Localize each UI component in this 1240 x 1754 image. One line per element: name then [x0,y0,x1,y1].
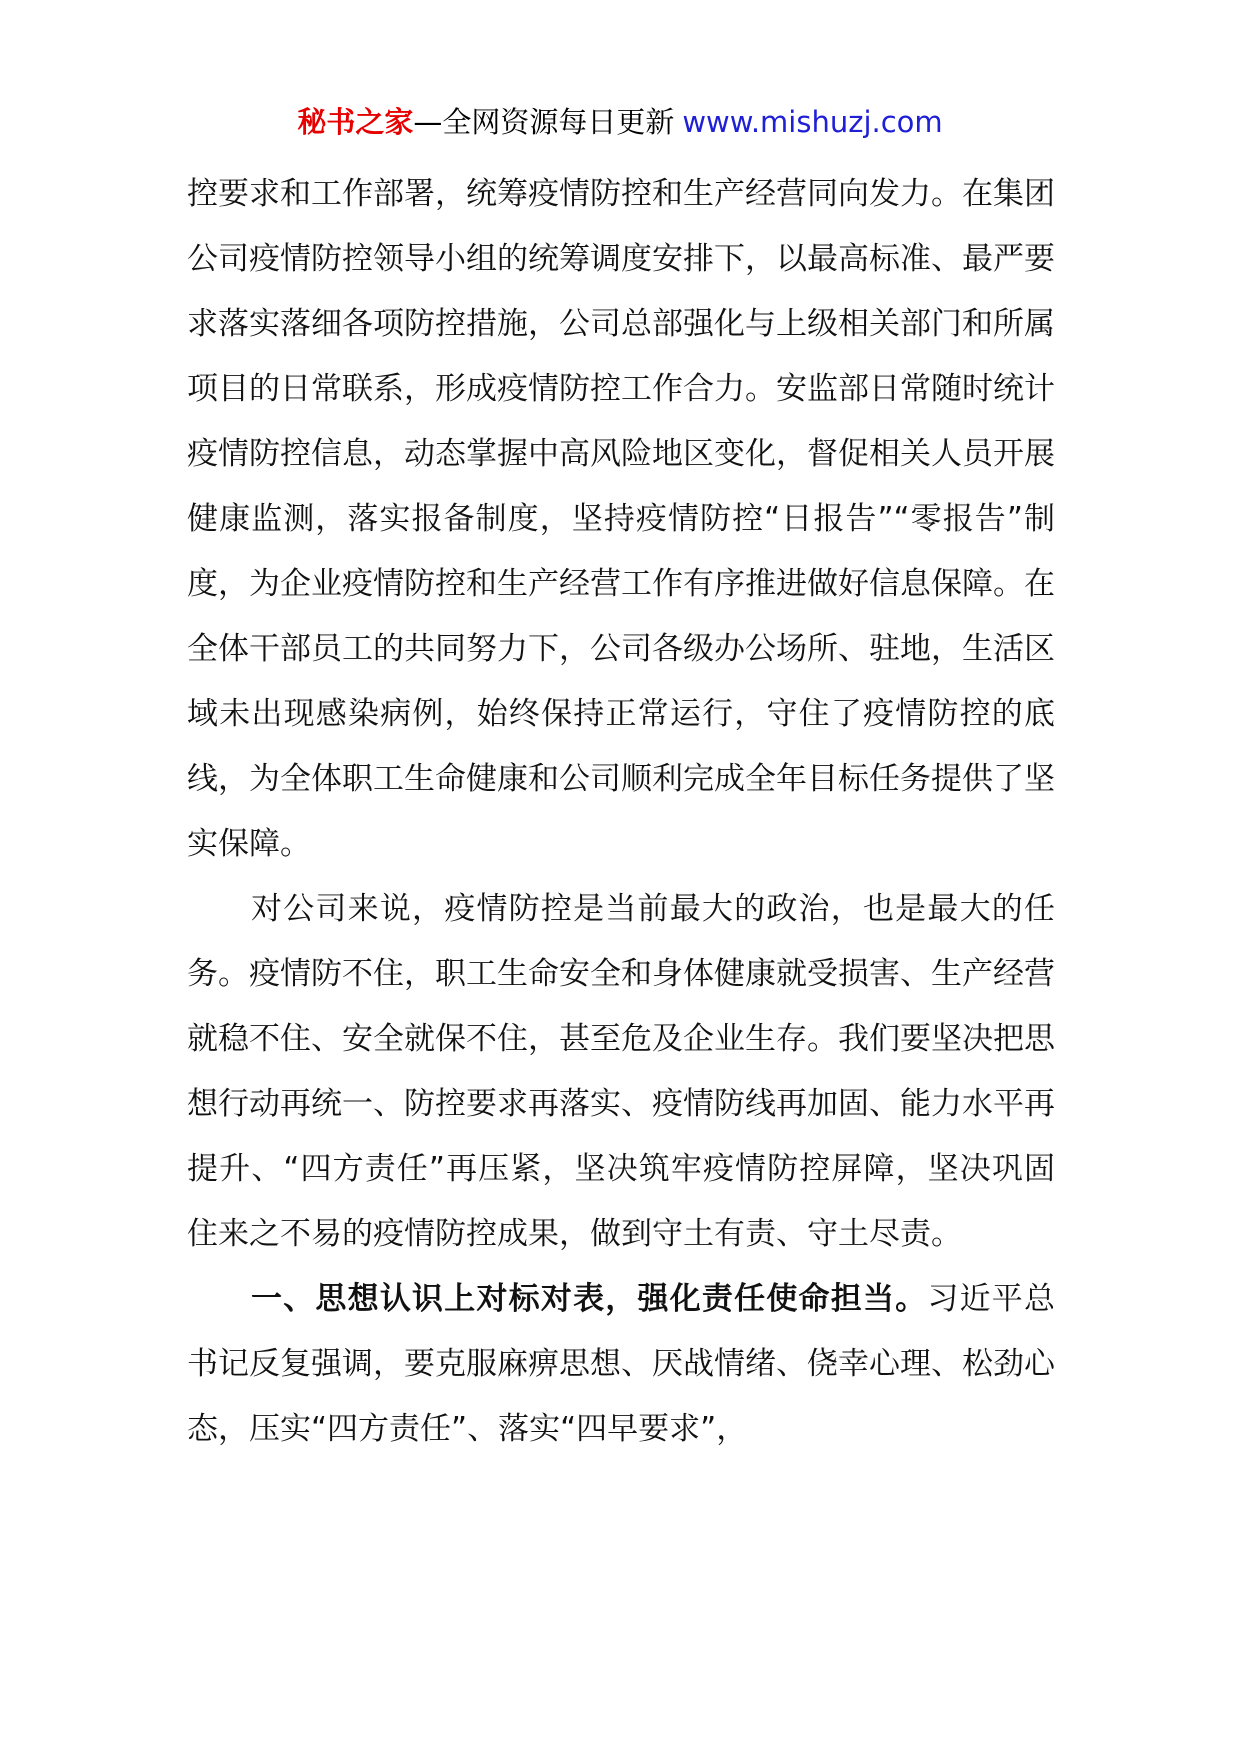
paragraph-section-one [187,1267,1055,1462]
page-header [0,102,1240,142]
paragraph: 对公司来说，疫情防控是当前最大的政治，也是最大的任务。疫情防不住，职工生命安全和身体健康就受损害、生产经营就稳不住、安全就保不住，甚至危及企业生存。我们要坚决把思想行动再统一、防控要求再落实、疫情防线再加固、能力水平再提升、“四方责任”再压紧，坚决筑牢疫情防控屏障，坚决巩固住来之不易的疫情防控成果，做到守土有责、守土尽责。 [187,891,1055,1252]
section-heading: 一、思想认识上对标对表，强化责任使命担当。 [251,1281,928,1317]
document-body [187,162,1055,1462]
site-url-link[interactable]: www.mishuzj.com [682,105,943,139]
section-body: 习近平总书记反复强调，要克服麻痹思想、厌战情绪、侥幸心理、松劲心态，压实“四方责任”、落实“四早要求”， [187,1281,1055,1447]
paragraph-continued: 控要求和工作部署，统筹疫情防控和生产经营同向发力。在集团公司疫情防控领导小组的统筹调度安排下，以最高标准、最严要求落实落细各项防控措施，公司总部强化与上级相关部门和所属项目的日常联系，形成疫情防控工作合力。安监部日常随时统计疫情防控信息，动态掌握中高风险地区变化，督促相关人员开展健康监测，落实报备制度，坚持疫情防控“日报告”“零报告”制度，为企业疫情防控和生产经营工作有序推进做好信息保障。在全体干部员工的共同努力下，公司各级办公场所、驻地，生活区域未出现感染病例，始终保持正常运行，守住了疫情防控的底线，为全体职工生命健康和公司顺利完成全年目标任务提供了坚实保障。 [187,176,1055,862]
brand-name: 秘书之家 [297,105,414,139]
header-tagline: —全网资源每日更新 [413,105,675,139]
